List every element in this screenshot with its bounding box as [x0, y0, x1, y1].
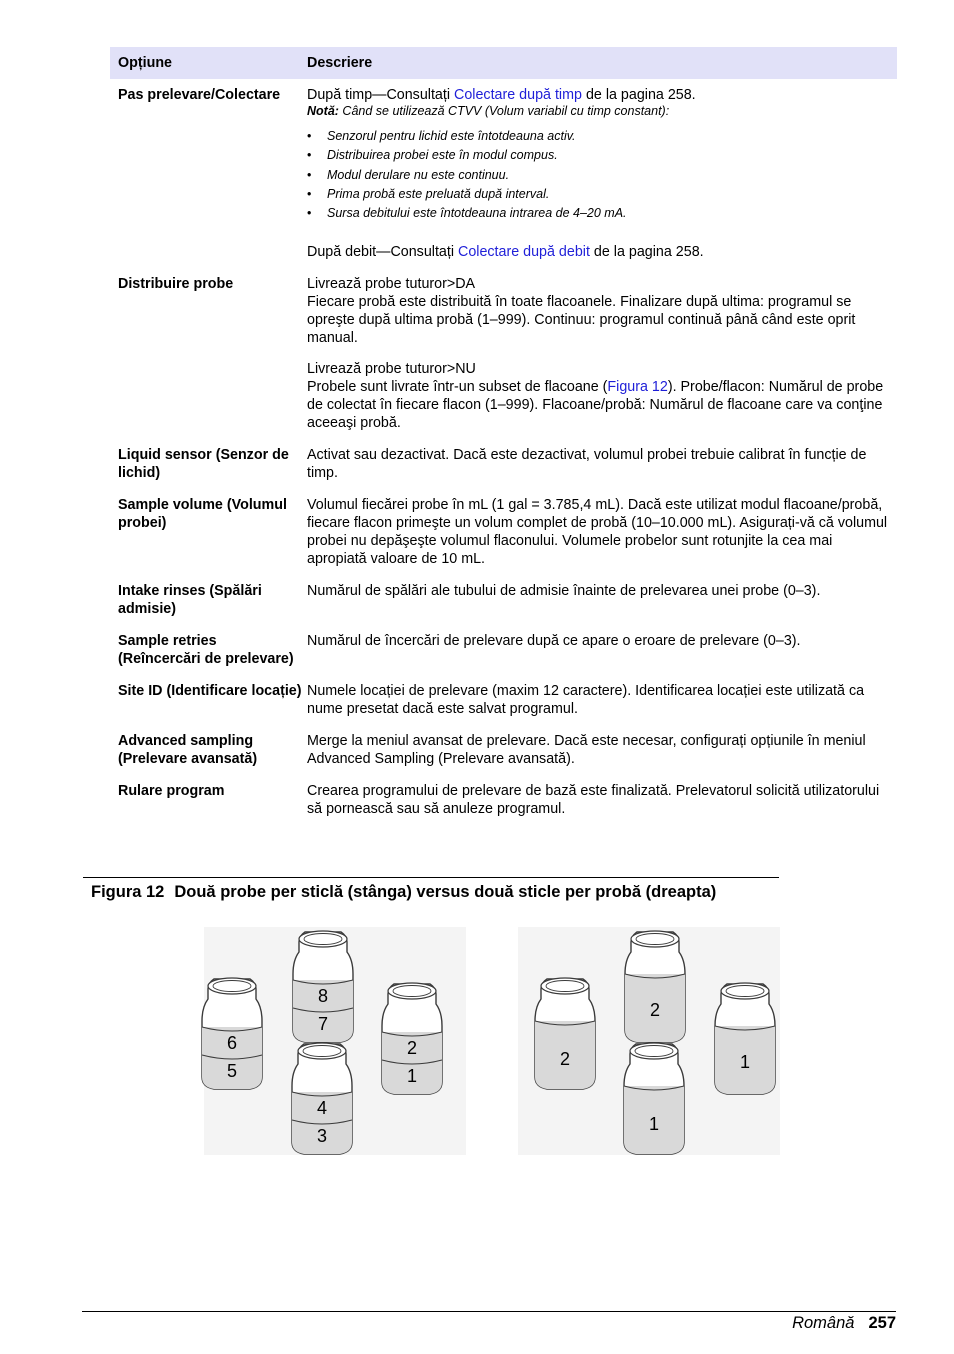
row-option: Liquid sensor (Senzor de lichid)	[118, 447, 289, 482]
row-option: Site ID (Identificare locație)	[118, 683, 302, 700]
bottle-label: 2	[406, 1038, 418, 1058]
figure-number: Figura 12	[91, 883, 165, 901]
row-description: Numărul de încercări de prelevare după ce apare o eroare de prelevare (0–3).	[307, 633, 801, 650]
table-row	[110, 496, 897, 568]
bottle-label: 4	[316, 1098, 328, 1118]
table-row	[110, 632, 897, 668]
table-row	[110, 446, 897, 482]
bottle-right-4	[715, 983, 775, 1094]
row-description: Crearea programului de prelevare de bază este finalizată. Prelevatorul solicită utilizatorului să pornească sau să anuleze programul.	[307, 783, 880, 818]
table-row	[110, 275, 897, 432]
bottle-left-4	[382, 983, 442, 1094]
row-description: După timp—Consultați Colectare după timp de la pagina 258. Notă: Când se utilizează CTVV (Volum variabil cu timp constant): • Senzorul pentru lichid este întotdeauna activ. • Distribuirea probei este în modul compus. • Modul derulare nu este continuu. • Prima probă este preluată după interval. • Sursa debitului este întotdeauna intrarea de 4–20 mA. După debit—Consultați Colectare după debit de la pagina 258.	[307, 86, 897, 261]
bottle-label: 5	[226, 1061, 238, 1081]
ctvv-bullet-list	[307, 127, 891, 223]
list-item: • Modul derulare nu este continuu.	[307, 166, 891, 185]
options-table	[110, 47, 897, 818]
bottle-right-2	[625, 931, 685, 1042]
page-footer	[792, 1312, 896, 1334]
list-item: • Prima probă este preluată după interval.	[307, 185, 891, 204]
table-row	[110, 782, 897, 818]
bottle-label: 7	[317, 1014, 329, 1034]
row-option: Distribuire probe	[118, 276, 234, 293]
table-row	[110, 732, 897, 768]
link-figure-12[interactable]: Figura 12	[607, 379, 668, 396]
bottle-right-1	[535, 978, 595, 1089]
row-option: Intake rinses (Spălări admisie)	[118, 583, 262, 618]
bottle-label: 1	[739, 1052, 751, 1072]
row-option: Sample volume (Volumul probei)	[118, 497, 287, 532]
header-description: Descriere	[307, 55, 373, 71]
bottle-label: 6	[226, 1033, 238, 1053]
bottle-left-3	[292, 1043, 352, 1154]
row-description: Activat sau dezactivat. Dacă este dezactivat, volumul probei trebuie calibrat în funcție de timp.	[307, 447, 867, 482]
bottle-right-3	[624, 1043, 684, 1154]
page-number: 257	[868, 1314, 896, 1332]
list-item: • Senzorul pentru lichid este întotdeauna activ.	[307, 127, 891, 146]
bottle-left-2	[293, 931, 353, 1042]
bottle-label: 8	[317, 986, 329, 1006]
bottle-label: 2	[559, 1049, 571, 1069]
row-option: Rulare program	[118, 783, 225, 800]
table-row	[110, 582, 897, 618]
row-description: Numărul de spălări ale tubului de admisie înainte de prelevarea unei probe (0–3).	[307, 583, 821, 600]
footer-language: Română	[792, 1314, 855, 1332]
list-item: • Sursa debitului este întotdeauna intrarea de 4–20 mA.	[307, 204, 891, 223]
row-option: Pas prelevare/Colectare	[118, 87, 281, 103]
figure-caption	[91, 882, 716, 902]
bottle-left-1	[202, 978, 262, 1089]
row-option: Advanced sampling (Prelevare avansată)	[118, 733, 258, 768]
header-option: Opțiune	[118, 55, 173, 71]
bottle-label: 1	[648, 1114, 660, 1134]
figure-rule	[83, 877, 779, 878]
row-description: Livrează probe tuturor>DA Fiecare probă este distribuită în toate flacoanele. Finalizare după ultima: programul se opreşte după ultima probă (1–999). Continuu: programul continuă până când este oprit manual. Livrează probe tuturor>NU Probele sunt livrate într-un subset de flacoane (Figura 12). Probe/flacon: Numărul de probe de colectat în fiecare flacon (1–999). Flacoane/probă: Numărul de flacoane care va conţine aceeaşi probă.	[307, 276, 884, 432]
bottle-label: 3	[316, 1126, 328, 1146]
link-collect-by-time[interactable]: Colectare după timp	[454, 87, 582, 103]
figure-caption-text: Două probe per sticlă (stânga) versus două sticle per probă (dreapta)	[174, 883, 717, 901]
link-collect-by-flow[interactable]: Colectare după debit	[458, 244, 590, 261]
note: Notă: Când se utilizează CTVV (Volum variabil cu timp constant):	[307, 104, 670, 118]
table-row	[110, 86, 897, 261]
list-item: • Distribuirea probei este în modul compus.	[307, 146, 891, 165]
row-description: Merge la meniul avansat de prelevare. Dacă este necesar, configurați opțiunile în meniul Advanced Sampling (Prelevare avansată).	[307, 733, 866, 768]
row-description: Numele locației de prelevare (maxim 12 caractere). Identificarea locației este utilizată ca nume presetat dacă este salvat programul.	[307, 683, 865, 718]
row-option: Sample retries (Reîncercări de prelevare)	[118, 633, 294, 668]
row-description: Volumul fiecărei probe în mL (1 gal = 3.785,4 mL). Dacă este utilizat modul flacoane/probă, fiecare flacon primeşte un volum complet de probă (10–10.000 mL). Asigurați-vă că volumul probei nu depăşeşte volumul flaconului. Volumele probelor sunt rotunjite la cea mai apropiată valoare de 10 mL.	[307, 497, 888, 568]
table-row	[110, 682, 897, 718]
bottles-figure	[196, 925, 780, 1160]
bottle-label: 2	[649, 1000, 661, 1020]
table-header	[110, 47, 897, 79]
bottle-label: 1	[406, 1066, 418, 1086]
footer-rule	[82, 1311, 896, 1312]
